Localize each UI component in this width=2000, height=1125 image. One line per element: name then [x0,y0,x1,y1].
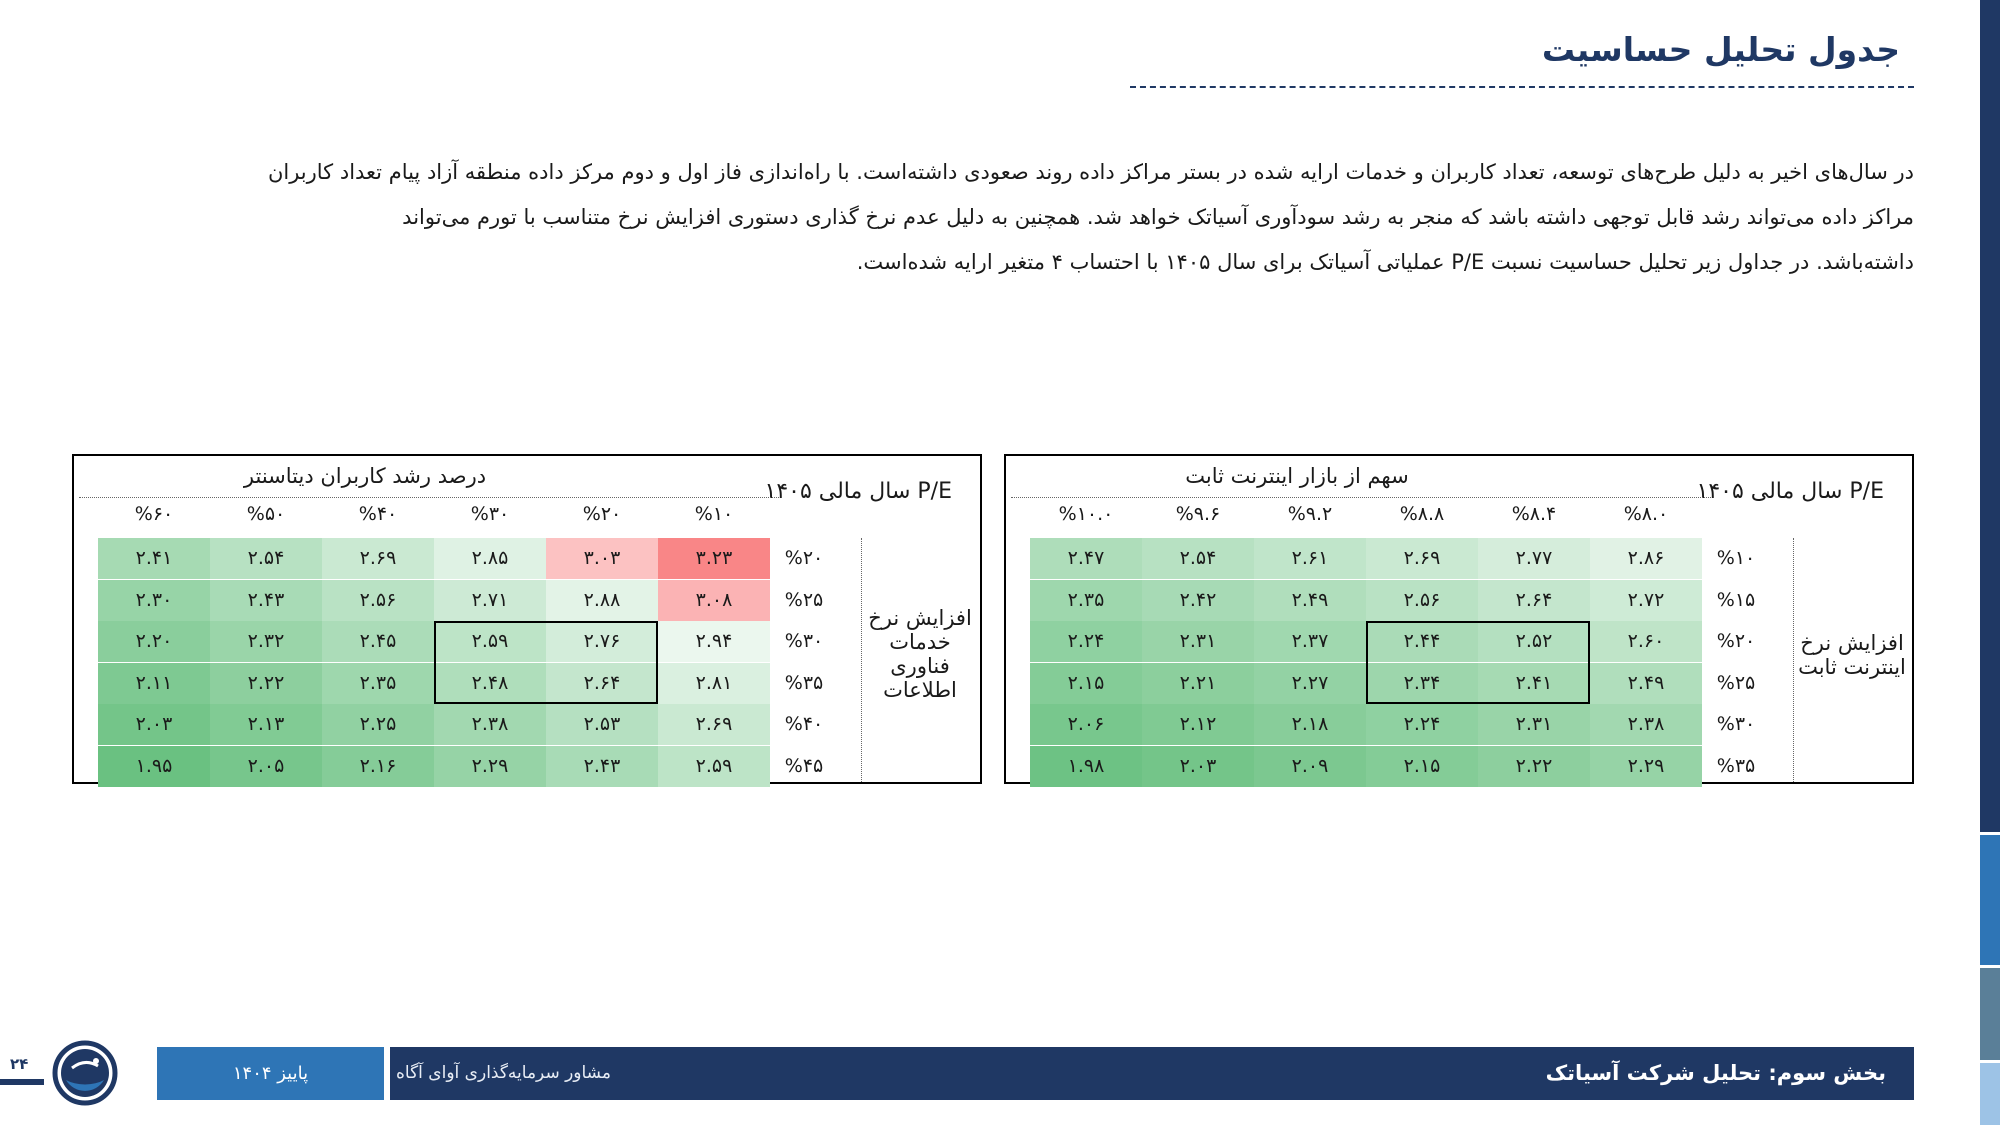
table-cell: ۱.۹۵ [98,746,210,787]
sensitivity-table-internet [1004,454,1914,784]
row-header: %۱۰ [1716,547,1756,569]
column-header: %۴۰ [358,503,398,525]
table-cell: ۲.۰۹ [1254,746,1366,787]
sensitivity-table-it-services [72,454,982,784]
table-cell: ۲.۱۳ [210,704,322,745]
table-cell: ۲.۶۴ [546,663,658,704]
row-header: %۱۵ [1716,588,1756,611]
table-cell: ۲.۶۹ [658,704,770,745]
table-cell: ۲.۴۸ [434,663,546,704]
column-variable-title: سهم از بازار اینترنت ثابت [1185,464,1409,488]
page-number: ۲۴ [10,1055,29,1073]
table-cell: ۲.۴۳ [210,580,322,621]
footer-date: پاییز ۱۴۰۴ [157,1047,384,1100]
table-cell: ۲.۴۵ [322,621,434,662]
table-cell: ۲.۳۱ [1142,621,1254,662]
column-header: %۹.۲ [1287,503,1333,525]
table-cell: ۲.۰۳ [1142,746,1254,787]
table-cell: ۲.۸۱ [658,663,770,704]
column-header: %۸.۴ [1511,503,1557,525]
table-cell: ۲.۶۰ [1590,621,1702,662]
table-caption: P/E سال مالی ۱۴۰۵ [1696,479,1884,504]
table-cell: ۲.۷۱ [434,580,546,621]
table-cell: ۲.۵۳ [546,704,658,745]
column-title-divider [79,497,779,498]
table-cell: ۲.۸۵ [434,538,546,579]
table-cell: ۲.۲۹ [1590,746,1702,787]
table-cell: ۲.۰۶ [1030,704,1142,745]
table-cell: ۲.۳۱ [1478,704,1590,745]
table-cell: ۲.۶۴ [1478,580,1590,621]
table-cell: ۲.۳۸ [1590,704,1702,745]
table-cell: ۲.۲۴ [1366,704,1478,745]
column-header: %۸.۰ [1623,503,1669,525]
table-cell: ۲.۹۴ [658,621,770,662]
footer-section-title: بخش سوم: تحلیل شرکت آسیاتک [1545,1061,1886,1085]
company-logo-icon [52,1040,118,1106]
row-header: %۴۰ [784,713,824,735]
table-cell: ۳.۲۳ [658,538,770,579]
table-cell: ۲.۶۱ [1254,538,1366,579]
row-header: %۳۵ [1716,754,1756,777]
table-cell: ۲.۳۵ [322,663,434,704]
side-bar-grey-blue [1980,968,2000,1060]
table-cell: ۲.۳۷ [1254,621,1366,662]
table-cell: ۲.۴۹ [1590,663,1702,704]
table-cell: ۲.۸۸ [546,580,658,621]
intro-line: در سال‌های اخیر به دلیل طرح‌های توسعه، تعداد کاربران و خدمات ارایه شده در بستر مراکز داده روند صعودی داشته‌است. با راه‌اندازی فاز اول و دوم مرکز داده منطقه آزاد پیام تعداد کاربران [267,160,1914,184]
table-cell: ۲.۶۹ [1366,538,1478,579]
table-cell: ۲.۷۲ [1590,580,1702,621]
table-cell: ۲.۰۳ [98,704,210,745]
row-header: %۳۵ [784,671,824,694]
table-cell: ۲.۵۴ [210,538,322,579]
row-header: %۴۵ [784,754,824,777]
table-cell: ۲.۲۴ [1030,621,1142,662]
table-cell: ۲.۲۲ [1478,746,1590,787]
table-cell: ۲.۴۱ [1478,663,1590,704]
table-cell: ۲.۴۷ [1030,538,1142,579]
table-cell: ۲.۵۶ [1366,580,1478,621]
column-header: %۱۰ [694,503,734,525]
column-title-divider [1011,497,1711,498]
table-cell: ۲.۱۵ [1030,663,1142,704]
page-title: جدول تحلیل حساسیت [1541,30,1900,69]
table-cell: ۲.۲۰ [98,621,210,662]
table-cell: ۲.۴۴ [1366,621,1478,662]
table-cell: ۳.۰۳ [546,538,658,579]
row-header: %۲۵ [1716,671,1756,694]
row-variable-title: افزایش نرخ خدمات فناوری اطلاعات [868,606,972,702]
table-cell: ۲.۳۵ [1030,580,1142,621]
column-header: %۵۰ [246,503,286,525]
column-header: %۹.۶ [1175,503,1221,525]
intro-paragraph [86,150,1914,285]
table-cell: ۲.۰۵ [210,746,322,787]
table-cell: ۳.۰۸ [658,580,770,621]
table-cell: ۲.۳۴ [1366,663,1478,704]
table-cell: ۲.۱۲ [1142,704,1254,745]
side-bar-light [1980,1063,2000,1125]
table-cell: ۲.۳۸ [434,704,546,745]
page-number-underline [0,1079,44,1085]
table-cell: ۲.۷۶ [546,621,658,662]
table-cell: ۲.۳۰ [98,580,210,621]
table-cell: ۲.۱۱ [98,663,210,704]
table-caption: P/E سال مالی ۱۴۰۵ [764,479,952,504]
table-cell: ۲.۷۷ [1478,538,1590,579]
table-cell: ۲.۴۱ [98,538,210,579]
base-case-highlight [434,621,658,704]
row-header: %۳۰ [1716,713,1756,735]
table-cell: ۲.۶۹ [322,538,434,579]
column-header: %۲۰ [582,503,622,525]
table-cell: ۱.۹۸ [1030,746,1142,787]
table-cell: ۲.۴۲ [1142,580,1254,621]
intro-line: داشته‌باشد. در جداول زیر تحلیل حساسیت نسبت P/E عملیاتی آسیاتک برای سال ۱۴۰۵ با احتساب ۴ متغیر ارایه شده‌است. [856,250,1914,274]
table-cell: ۲.۲۹ [434,746,546,787]
table-cell: ۲.۵۹ [658,746,770,787]
side-bar-blue [1980,835,2000,965]
table-cell: ۲.۱۸ [1254,704,1366,745]
intro-line: مراکز داده می‌تواند رشد قابل توجهی داشته باشد که منجر به رشد سودآوری آسیاتک خواهد شد. همچنین به دلیل عدم نرخ گذاری دستوری افزایش نرخ متناسب با تورم می‌تواند [402,205,1914,229]
row-header: %۲۵ [784,588,824,611]
table-cell: ۲.۱۶ [322,746,434,787]
row-header: %۲۰ [784,547,824,569]
footer-bar [390,1047,1914,1100]
column-header: %۳۰ [470,503,510,525]
row-variable-title: افزایش نرخ اینترنت ثابت [1798,631,1906,679]
table-cell: ۲.۵۶ [322,580,434,621]
column-header: %۱۰.۰ [1058,503,1114,525]
side-bar-navy [1980,0,2000,832]
table-cell: ۲.۴۹ [1254,580,1366,621]
footer-advisor-name: مشاور سرمایه‌گذاری آوای آگاه [396,1063,611,1083]
row-header: %۲۰ [1716,630,1756,652]
table-cell: ۲.۵۲ [1478,621,1590,662]
column-variable-title: درصد رشد کاربران دیتاسنتر [243,464,487,488]
table-cell: ۲.۸۶ [1590,538,1702,579]
title-divider [1130,86,1914,88]
column-header: %۸.۸ [1399,503,1445,525]
table-cell: ۲.۱۵ [1366,746,1478,787]
table-cell: ۲.۲۷ [1254,663,1366,704]
table-cell: ۲.۲۲ [210,663,322,704]
base-case-highlight [1366,621,1590,704]
table-cell: ۲.۳۲ [210,621,322,662]
table-cell: ۲.۴۳ [546,746,658,787]
table-cell: ۲.۵۴ [1142,538,1254,579]
table-cell: ۲.۲۱ [1142,663,1254,704]
table-cell: ۲.۲۵ [322,704,434,745]
column-header: %۶۰ [134,503,174,525]
row-header: %۳۰ [784,630,824,652]
table-cell: ۲.۵۹ [434,621,546,662]
